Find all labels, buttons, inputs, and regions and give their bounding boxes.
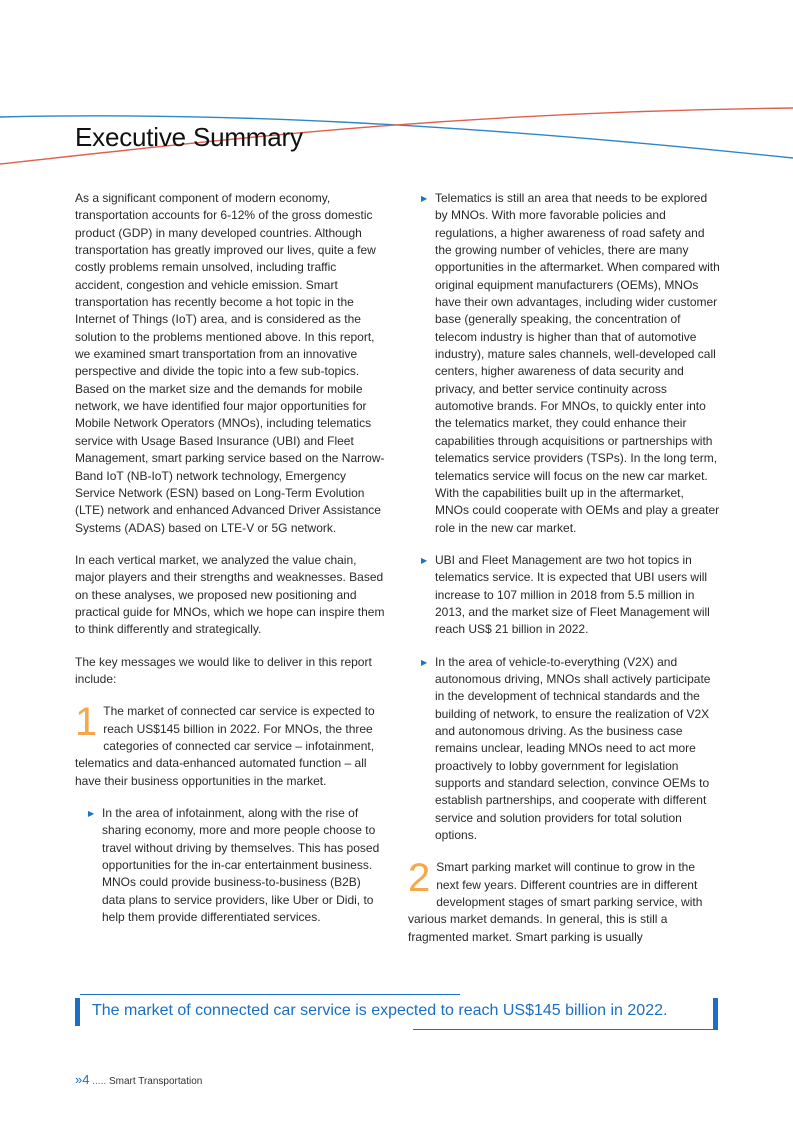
page-title: Executive Summary <box>75 122 303 152</box>
pull-quote-text: The market of connected car service is expected to reach US$145 billion in 2022. <box>92 1002 668 1019</box>
bullet-text: In the area of infotainment, along with the rise of sharing economy, more and more people choose to travel without driving by themselves. This has posed opportunities for the in-car entertainment business. MNOs could provide business-to-business (B2B) data plans to service providers, like Uber or Didi, to help them provide differentiated services. <box>102 806 380 925</box>
pull-quote-bottom-rule <box>413 1029 713 1030</box>
key-point-text: The market of connected car service is expected to reach US$145 billion in 2022. For MNOs, the three categories of connected car service – infotainment, telematics and data-enhanced automated function – all have their business opportunities in the market. <box>75 704 375 788</box>
bullet-telematics <box>408 190 720 537</box>
bullet-text: In the area of vehicle-to-everything (V2X) and autonomous driving, MNOs shall actively participate in the development of technical standards and the building of network, to ensure the realization of V2X and autonomous driving. As the business case remains unclear, leading MNOs need to act more proactively to lobby government for legislation supports and standard selection, convince OEMs to establish partnerships, and cooperate with different service and solution providers for total solution options. <box>435 654 711 843</box>
vertical-market-paragraph: In each vertical market, we analyzed the value chain, major players and their strengths and weaknesses. Based on these analyses, we proposed new positioning and practical guide for MNOs, which we hope can inspire them to think differently and strategically. <box>75 552 385 637</box>
intro-paragraph: As a significant component of modern economy, transportation accounts for 6-12% of the gross domestic product (GDP) in many developed countries. Although transportation has greatly improved our lives, quite a few costly problems remain unsolved, including traffic accident, congestion and vehicle emission. Smart transportation has recently become a hot topic in the Internet of Things (IoT) area, and is considered as the solution to the problems mentioned above. In this report, we examined smart transportation from an innovative perspective and divide the topic into a few sub-topics. Based on the market size and the demands for mobile network, we have identified four major opportunities for Mobile Network Operators (MNOs), including telematics service with Usage Based Insurance (UBI) and Fleet Management, smart parking service based on the Narrow-Band IoT (NB-IoT) network technology, Emergency Service Network (ESN) based on Long-Term Evolution (LTE) network and enhanced Advanced Driver Assistance Systems (ADAS) based on LTE-V or 5G network. <box>75 191 385 535</box>
left-column <box>75 190 387 941</box>
footer-arrows: » <box>75 1072 83 1087</box>
page-footer <box>75 1072 202 1087</box>
key-point-number: 2 <box>408 856 431 901</box>
triangle-right-icon: ▶ <box>421 657 428 667</box>
bullet-infotainment <box>75 805 387 926</box>
pull-quote-right-bar <box>713 998 718 1030</box>
triangle-right-icon: ▶ <box>421 555 428 565</box>
bullet-text: Telematics is still an area that needs to be explored by MNOs. With more favorable policies and regulations, a higher awareness of road safety and the growing number of vehicles, there are many opportunities in the aftermarket. When compared with original equipment manufacturers (OEMs), MNOs have their own advantages, including wider customer base (generally speaking, the concentration of telecom industry is higher than that of automotive industry), mature sales channels, well-developed call centers, higher awareness of data security and privacy, and better service continuity across automotive brands. For MNOs, to quickly enter into the telematics market, they could enhance their capabilities through acquisitions or partnerships with telematics service providers (TSPs). In the long term, telematics service will focus on the new car market. With the capabilities built up in the aftermarket, MNOs could cooperate with OEMs and play a greater role in the new car market. <box>435 191 720 535</box>
key-point-text: Smart parking market will continue to grow in the next few years. Different countries are in different development stages of smart parking service, with various market demands. In general, this is still a fragmented market. Smart parking is usually <box>408 860 703 944</box>
key-point-number: 1 <box>75 700 98 745</box>
pull-quote-top-rule <box>80 994 460 995</box>
bullet-v2x <box>408 654 720 845</box>
triangle-right-icon: ▶ <box>88 809 95 818</box>
key-point-2 <box>408 856 720 946</box>
decorative-header-lines <box>0 0 793 200</box>
right-column <box>408 190 720 961</box>
pull-quote <box>75 994 718 1030</box>
key-point-1 <box>75 700 387 790</box>
page-number: 4 <box>82 1072 90 1087</box>
footer-dots: ..... <box>92 1076 107 1087</box>
key-messages-paragraph: The key messages we would like to deliver in this report include: <box>75 654 372 686</box>
triangle-right-icon: ▶ <box>421 194 428 203</box>
bullet-text: UBI and Fleet Management are two hot topics in telematics service. It is expected that UBI users will increase to 107 million in 2018 from 5.5 million in 2013, and the market size of Fleet Management will reach US$ 21 billion in 2022. <box>435 552 710 637</box>
pull-quote-left-bar <box>75 998 80 1026</box>
bullet-ubi <box>408 552 720 639</box>
footer-section: Smart Transportation <box>108 1076 203 1087</box>
